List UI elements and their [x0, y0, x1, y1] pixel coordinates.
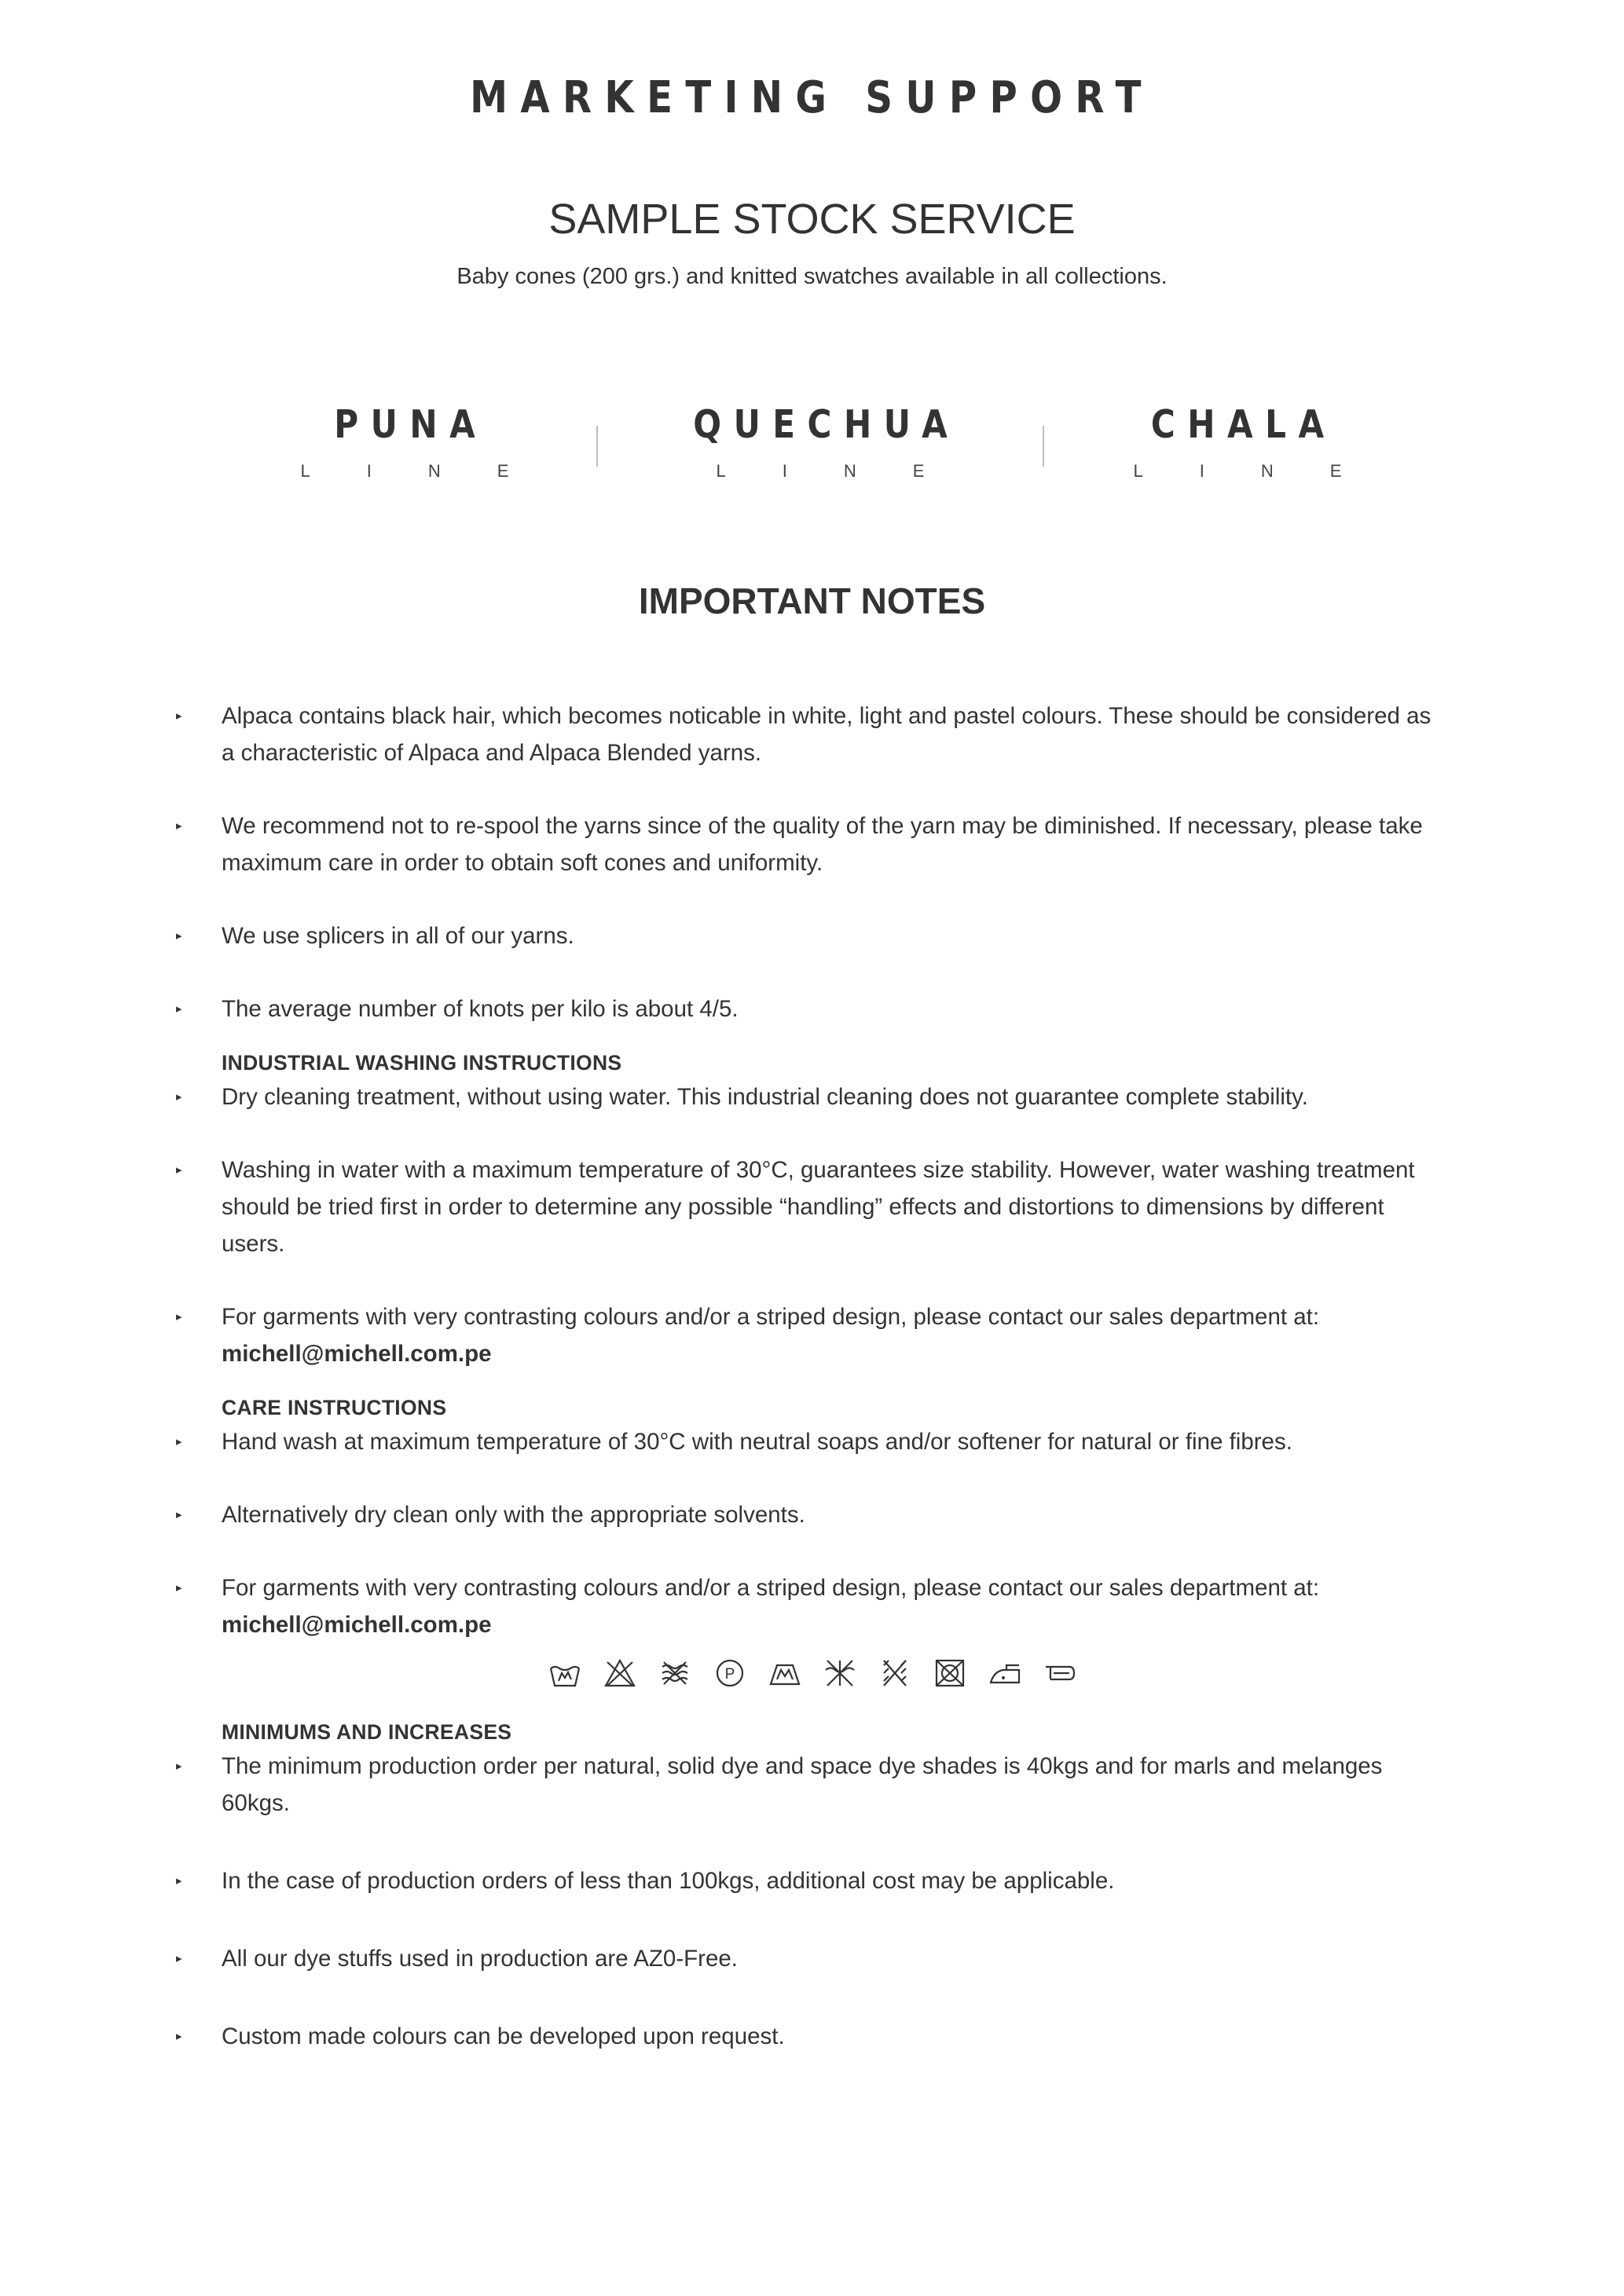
bullet-icon: ▸	[176, 1581, 182, 1595]
steam-icon	[1043, 1657, 1077, 1689]
bullet-icon: ▸	[176, 709, 182, 723]
do-not-dry-clean-icon	[878, 1657, 912, 1689]
dry-clean-p-icon	[713, 1657, 747, 1689]
notes-list	[176, 698, 1432, 2055]
list-item: ▸ Dry cleaning treatment, without using water. This industrial cleaning does not guarantee complete stability.	[222, 1078, 1432, 1115]
bullet-icon: ▸	[176, 929, 182, 943]
list-item: ▸ We use splicers in all of our yarns.	[222, 917, 1432, 954]
important-notes-title: IMPORTANT NOTES	[638, 580, 986, 621]
list-item: ▸ In the case of production orders of less than 100kgs, additional cost may be applicable.	[222, 1862, 1432, 1899]
svg-text:P: P	[724, 1666, 735, 1683]
bullet-icon: ▸	[176, 1163, 182, 1177]
sales-email-link[interactable]: michell@michell.com.pe	[222, 1612, 492, 1638]
list-item: ▸ Custom made colours can be developed upon request.	[222, 2018, 1432, 2055]
do-not-tumble-dry-icon	[658, 1657, 692, 1689]
bullet-icon: ▸	[176, 1508, 182, 1522]
list-item: ▸ For garments with very contrasting colours and/or a striped design, please contact our sales department at: michell@michell.com.pe	[222, 1569, 1432, 1643]
bullet-icon: ▸	[176, 1090, 182, 1104]
dry-flat-icon	[768, 1657, 802, 1689]
bullet-icon: ▸	[176, 1310, 182, 1324]
list-item: ▸ The average number of knots per kilo is about 4/5.	[222, 991, 1432, 1027]
list-item: ▸ For garments with very contrasting colours and/or a striped design, please contact our sales department at: michell@michell.com.pe	[222, 1298, 1432, 1372]
list-item: ▸ We recommend not to re-spool the yarns since of the quality of the yarn may be diminished. If necessary, please take maximum care in order to obtain soft cones and uniformity.	[222, 807, 1432, 881]
list-item: ▸ The minimum production order per natural, solid dye and space dye shades is 40kgs and for marls and melanges 60kgs.	[222, 1748, 1432, 1822]
line-label: LINE	[300, 461, 566, 481]
list-item: ▸ Alpaca contains black hair, which becomes noticable in white, light and pastel colours. These should be considered as a characteristic of Alpaca and Alpaca Blended yarns.	[222, 698, 1432, 771]
do-not-tumble-icon	[933, 1657, 967, 1689]
bullet-icon: ▸	[176, 819, 182, 833]
line-label: LINE	[1133, 461, 1399, 481]
list-item: ▸ All our dye stuffs used in production are AZ0-Free.	[222, 1940, 1432, 1977]
line-name: CHALA	[1150, 402, 1336, 447]
bullet-icon: ▸	[176, 1002, 182, 1016]
line-name: QUECHUA	[693, 402, 960, 447]
bullet-icon: ▸	[176, 1760, 182, 1773]
list-item: ▸ Hand wash at maximum temperature of 30°C with neutral soaps and/or softener for natural or fine fibres.	[222, 1423, 1432, 1460]
line-name: PUNA	[334, 402, 488, 447]
hand-wash-icon	[548, 1657, 582, 1689]
bullet-icon: ▸	[176, 1952, 182, 1965]
care-instructions-heading: CARE INSTRUCTIONS	[222, 1396, 447, 1419]
line-puna	[208, 402, 601, 482]
list-item: ▸ Alternatively dry clean only with the appropriate solvents.	[222, 1496, 1432, 1533]
industrial-washing-heading: INDUSTRIAL WASHING INSTRUCTIONS	[222, 1051, 622, 1075]
divider	[596, 426, 598, 467]
list-item: ▸ Washing in water with a maximum temperature of 30°C, guarantees size stability. However, water washing treatment should be tried first in order to determine any possible “handling” effects and distortions to dimensions by different users.	[222, 1152, 1432, 1262]
bullet-icon: ▸	[176, 2030, 182, 2043]
do-not-wring-icon	[823, 1657, 857, 1689]
sample-stock-title: SAMPLE STOCK SERVICE	[548, 196, 1076, 243]
iron-low-icon	[988, 1657, 1022, 1689]
do-not-bleach-icon	[603, 1657, 637, 1689]
bullet-icon: ▸	[176, 1435, 182, 1448]
bullet-icon: ▸	[176, 1874, 182, 1888]
sample-stock-description: Baby cones (200 grs.) and knitted swatches available in all collections.	[456, 264, 1168, 289]
line-quechua	[624, 402, 1017, 482]
line-chala	[1041, 402, 1434, 482]
line-label: LINE	[716, 461, 981, 481]
marketing-support-title: MARKETING SUPPORT	[470, 72, 1154, 123]
care-symbols	[0, 1657, 1624, 1689]
sales-email-link[interactable]: michell@michell.com.pe	[222, 1341, 492, 1367]
minimums-heading: MINIMUMS AND INCREASES	[222, 1720, 512, 1744]
